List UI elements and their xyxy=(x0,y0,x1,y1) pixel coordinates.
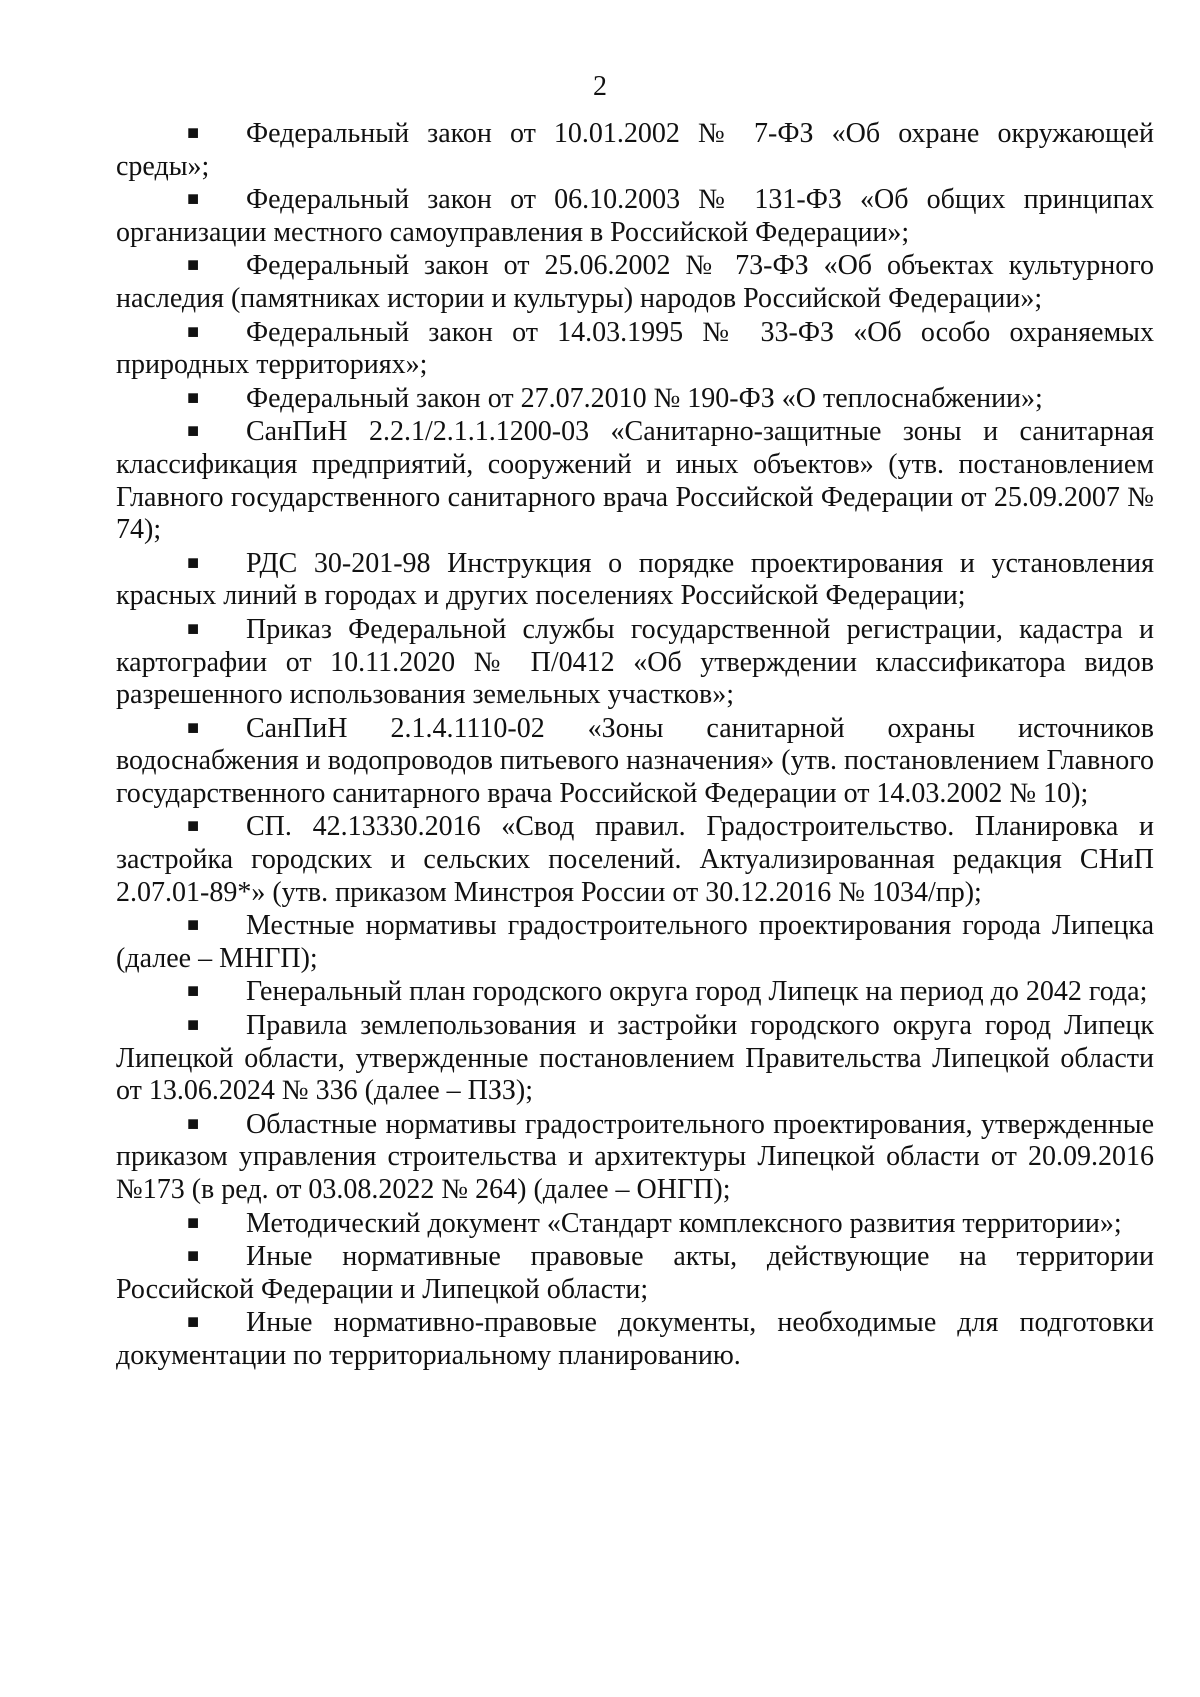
list-item xyxy=(116,909,1154,975)
list-item-text: Федеральный закон от 06.10.2003 № 131-ФЗ «Об общих принципах организации местного самоуправления в Российской Федерации»; xyxy=(116,184,1154,248)
list-item-text: Иные нормативные правовые акты, действующие на территории Российской Федерации и Липецкой области; xyxy=(116,1241,1154,1305)
bullet-icon: ■ xyxy=(187,1211,200,1234)
page-number: 2 xyxy=(593,71,607,102)
list-item xyxy=(116,613,1154,712)
bullet-icon: ■ xyxy=(187,716,200,739)
list-item-text: СП. 42.13330.2016 «Свод правил. Градостроительство. Планировка и застройка городских и сельских поселений. Актуализированная редакция СНиП 2.07.01-89*» (утв. приказом Минстроя России от 30.12.2016 № 1034/пр); xyxy=(116,811,1154,908)
list-item xyxy=(116,810,1154,909)
list-item xyxy=(116,1108,1154,1207)
list-item-text: Генеральный план городского округа город Липецк на период до 2042 года; xyxy=(246,976,1148,1008)
document-list xyxy=(116,117,1154,1373)
list-item xyxy=(116,382,1154,416)
list-item xyxy=(116,1306,1154,1372)
list-item-text: СанПиН 2.2.1/2.1.1.1200-03 «Санитарно-защитные зоны и санитарная классификация предприятий, сооружений и иных объектов» (утв. постановлением Главного государственного санитарного врача Российской Федерации от 25.09.2007 № 74); xyxy=(116,416,1154,546)
bullet-icon: ■ xyxy=(187,1245,200,1268)
list-item-text: РДС 30-201-98 Инструкция о порядке проектирования и установления красных линий в городах и других поселениях Российской Федерации; xyxy=(116,547,1154,612)
bullet-icon: ■ xyxy=(187,254,200,277)
list-item xyxy=(116,1240,1154,1306)
list-item xyxy=(116,183,1154,249)
bullet-icon: ■ xyxy=(187,188,200,211)
list-item xyxy=(116,415,1154,546)
bullet-icon: ■ xyxy=(187,420,200,443)
list-item xyxy=(116,712,1154,811)
bullet-icon: ■ xyxy=(187,980,200,1003)
bullet-icon: ■ xyxy=(187,617,200,640)
bullet-icon: ■ xyxy=(187,914,200,937)
bullet-icon: ■ xyxy=(187,1112,200,1135)
list-item-text: СанПиН 2.1.4.1110-02 «Зоны санитарной охраны источников водоснабжения и водопроводов питьевого назначения» (утв. постановлением Главного государственного санитарного врача Российской Федерации от 14.03.2002 № 10); xyxy=(116,712,1154,809)
bullet-icon: ■ xyxy=(187,815,200,838)
bullet-icon: ■ xyxy=(187,320,200,343)
list-item-text: Федеральный закон от 14.03.1995 № 33-ФЗ «Об особо охраняемых природных территориях»; xyxy=(116,316,1154,381)
list-item-text: Федеральный закон от 27.07.2010 № 190-ФЗ «О теплоснабжении»; xyxy=(246,382,1043,414)
list-item-text: Приказ Федеральной службы государственной регистрации, кадастра и картографии от 10.11.2020 № П/0412 «Об утверждении классификатора видов разрешенного использования земельных участков»; xyxy=(116,613,1154,711)
list-item xyxy=(116,117,1154,183)
bullet-icon: ■ xyxy=(187,1014,200,1037)
bullet-icon: ■ xyxy=(187,1311,200,1334)
list-item xyxy=(116,547,1154,613)
list-item-text: Федеральный закон от 10.01.2002 № 7-ФЗ «Об охране окружающей среды»; xyxy=(116,118,1154,182)
list-item xyxy=(116,316,1154,382)
list-item xyxy=(116,975,1154,1009)
list-item-text: Областные нормативы градостроительного проектирования, утвержденные приказом управления строительства и архитектуры Липецкой области от 20.09.2016 №173 (в ред. от 03.08.2022 № 264) (далее – ОНГП); xyxy=(116,1108,1154,1205)
bullet-icon: ■ xyxy=(187,386,200,409)
list-item-text: Федеральный закон от 25.06.2002 № 73-ФЗ «Об объектах культурного наследия (памятниках истории и культуры) народов Российской Федерации»; xyxy=(116,250,1154,314)
bullet-icon: ■ xyxy=(187,551,200,574)
list-item-text: Местные нормативы градостроительного проектирования города Липецка (далее – МНГП); xyxy=(116,910,1154,974)
list-item-text: Правила землепользования и застройки городского округа город Липецк Липецкой области, утвержденные постановлением Правительства Липецкой области от 13.06.2024 № 336 (далее – ПЗЗ); xyxy=(116,1010,1154,1107)
bullet-icon: ■ xyxy=(187,122,200,144)
list-item xyxy=(116,249,1154,315)
list-item-text: Методический документ «Стандарт комплексного развития территории»; xyxy=(246,1207,1122,1239)
list-item xyxy=(116,1009,1154,1108)
list-item xyxy=(116,1207,1154,1241)
list-item-text: Иные нормативно-правовые документы, необходимые для подготовки документации по территориальному планированию. xyxy=(116,1307,1154,1371)
